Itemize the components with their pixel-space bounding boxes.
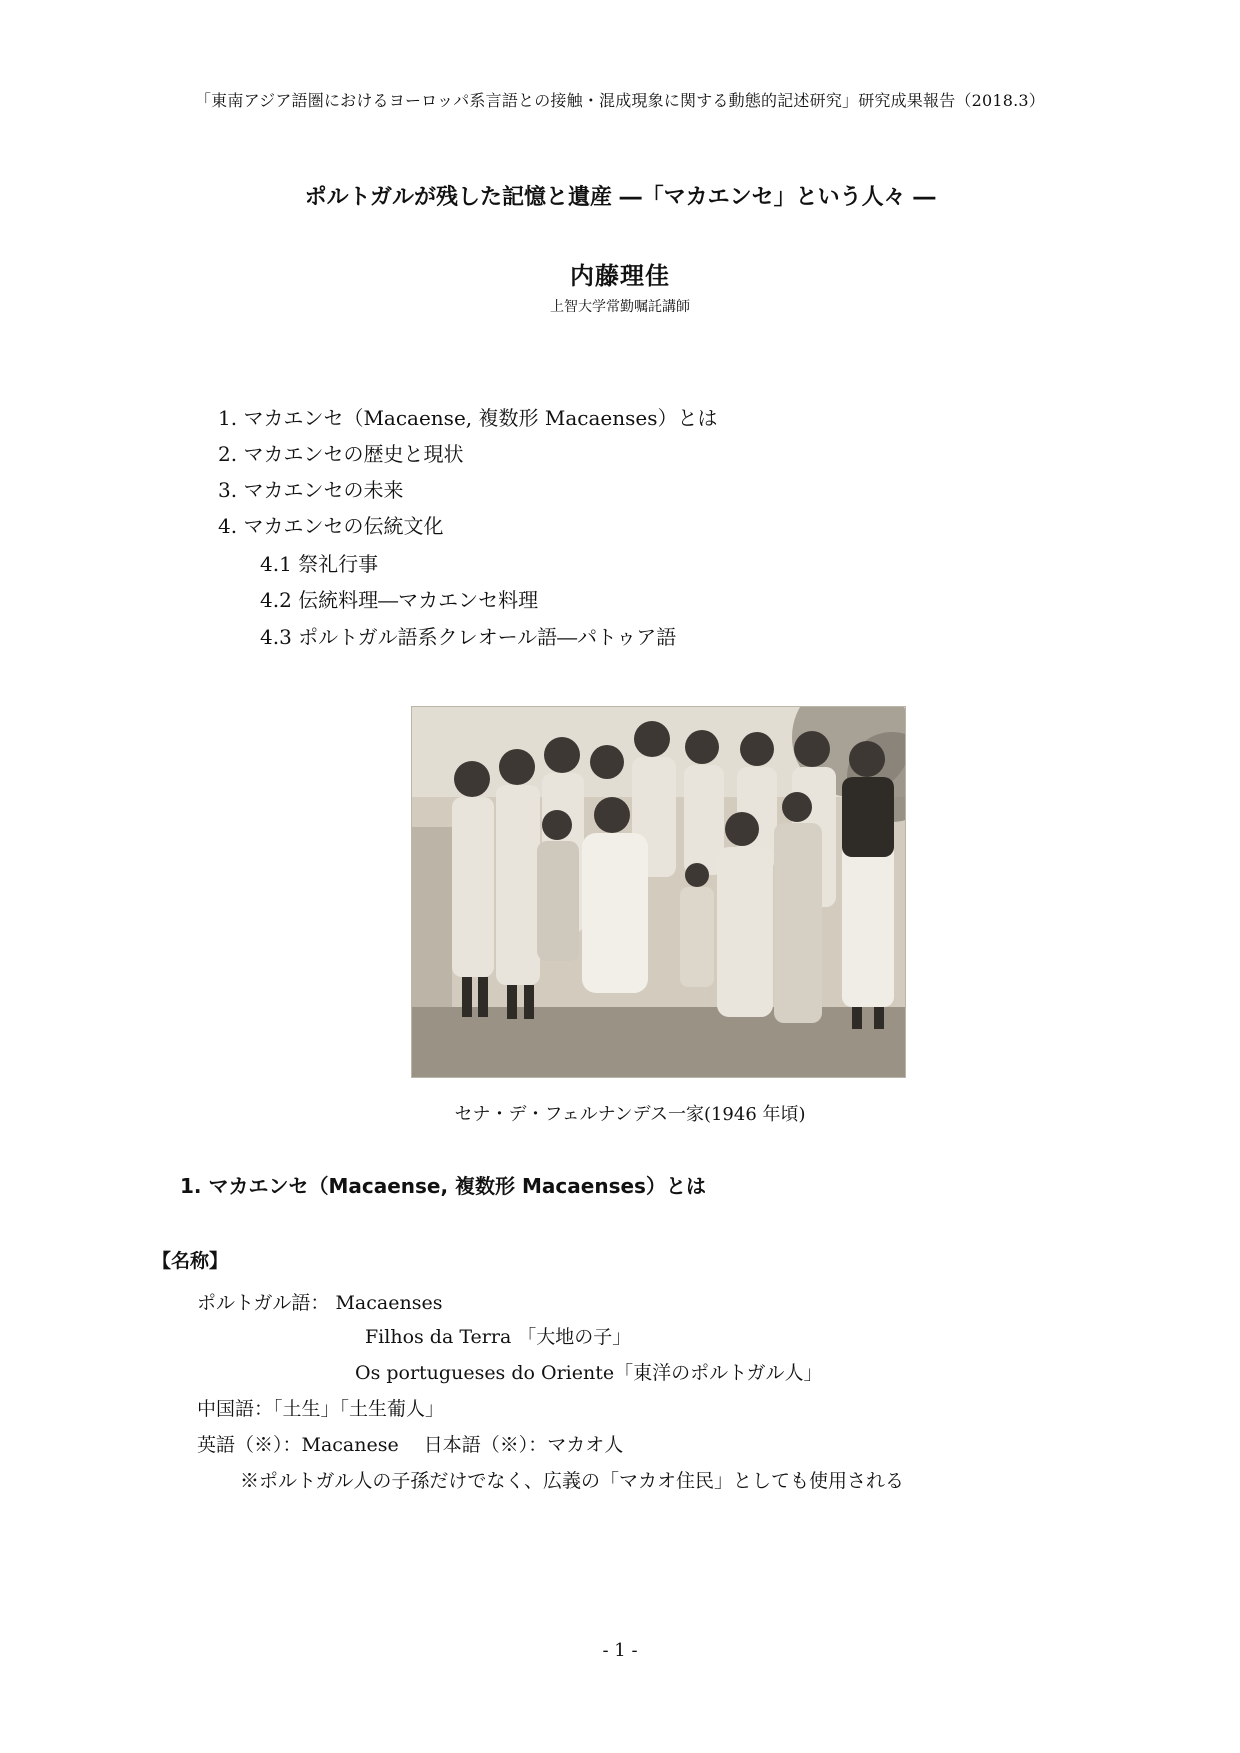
note-line: ※ポルトガル人の子孫だけでなく、広義の「マカオ住民」としても使用される <box>240 1470 905 1492</box>
name-line: Os portugueses do Oriente「東洋のポルトガル人」 <box>355 1362 823 1384</box>
toc-item: 4. マカエンセの伝統文化 <box>218 514 444 538</box>
name-line: 英語（※）：Macanese 日本語（※）：マカオ人 <box>197 1434 624 1456</box>
figure-caption: セナ・デ・フェルナンデス一家(1946 年頃) <box>454 1104 806 1125</box>
subheading-names: 【名称】 <box>152 1250 229 1272</box>
toc-subitem: 4.3 ポルトガル語系クレオール語―パトゥア語 <box>260 625 677 649</box>
author-name: 内藤理佳 <box>570 262 670 290</box>
author-affiliation: 上智大学常勤嘱託講師 <box>550 299 690 315</box>
section-heading: 1. マカエンセ（Macaense, 複数形 Macaenses）とは <box>180 1174 706 1198</box>
page-number: - 1 - <box>602 1640 638 1661</box>
name-line: Filhos da Terra 「大地の子」 <box>365 1326 632 1348</box>
family-photograph <box>411 706 906 1078</box>
toc-item: 1. マカエンセ（Macaense, 複数形 Macaenses）とは <box>218 406 718 430</box>
name-line: 中国語：「土生」「土生葡人」 <box>197 1398 445 1420</box>
article-title: ポルトガルが残した記憶と遺産 ―「マカエンセ」という人々 ― <box>304 185 936 210</box>
toc-subitem: 4.2 伝統料理―マカエンセ料理 <box>260 588 539 612</box>
name-line: ポルトガル語： Macaenses <box>197 1292 443 1314</box>
toc-item: 2. マカエンセの歴史と現状 <box>218 442 464 466</box>
running-header: 「東南アジア語圏におけるヨーロッパ系言語との接触・混成現象に関する動態的記述研究」研究成果報告（2018.3） <box>194 91 1046 110</box>
toc-subitem: 4.1 祭礼行事 <box>260 552 379 576</box>
toc-item: 3. マカエンセの未来 <box>218 478 404 502</box>
